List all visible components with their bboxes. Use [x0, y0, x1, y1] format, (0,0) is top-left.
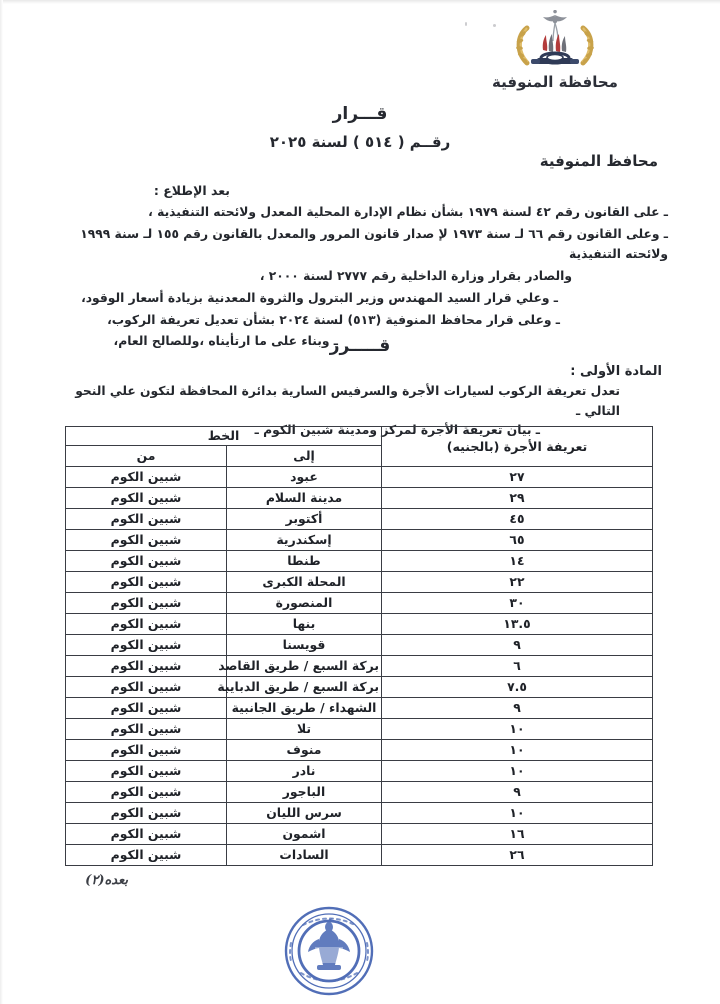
preamble-clause: ـ على القانون رقم ٤٢ لسنة ١٩٧٩ بشأن نظام الإدارة المحلية المعدل ولائحته التنفيذية ، — [148, 205, 668, 219]
table-row — [65, 677, 652, 698]
preamble-clause: والصادر بقرار وزارة الداخلية رقم ٢٧٧٧ لسنة ٢٠٠٠ ، — [259, 268, 572, 283]
cell-fare: ١٣.٥ — [382, 614, 653, 635]
table-row — [65, 656, 652, 677]
article-one-subtitle: ـ بيان تعريفة الأجرة لمركز ومدينة شبين الكوم ـ — [254, 423, 540, 438]
official-stamp-icon — [277, 903, 389, 1003]
table-row — [65, 719, 652, 740]
governor-title: محافظ المنوفية — [539, 152, 658, 170]
cell-fare: ٦٥ — [382, 530, 653, 551]
cell-fare: ١٤ — [382, 551, 653, 572]
cell-fare: ٤٥ — [382, 509, 653, 530]
handwritten-page-note: بعده(٢) — [85, 873, 128, 888]
header-to: إلى — [227, 446, 382, 467]
cell-fare: ١٦ — [382, 824, 653, 845]
table-row — [65, 509, 652, 530]
cell-from: شبين الكوم — [65, 824, 226, 845]
table-row — [65, 551, 652, 572]
table-row — [65, 614, 652, 635]
cell-to: الباجور — [227, 782, 382, 803]
cell-to: بركة السبع / طريق القاصد — [227, 656, 382, 677]
decision-number: رقــم ( ٥١٤ ) لسنة ٢٠٢٥ — [269, 133, 451, 151]
cell-fare: ٢٦ — [382, 845, 653, 866]
page-title: قـــرار — [332, 104, 388, 124]
cell-from: شبين الكوم — [65, 614, 226, 635]
cell-fare: ٩ — [382, 698, 653, 719]
cell-from: شبين الكوم — [65, 845, 226, 866]
cell-to: الشهداء / طريق الجانبية — [227, 698, 382, 719]
fare-tariff-table — [65, 426, 653, 866]
cell-from: شبين الكوم — [65, 488, 226, 509]
cell-from: شبين الكوم — [65, 530, 226, 551]
table-row — [65, 824, 652, 845]
header-from: من — [65, 446, 226, 467]
cell-to: السادات — [227, 845, 382, 866]
emblem-caption: محافظة المنوفية — [492, 73, 618, 91]
cell-fare: ٩ — [382, 782, 653, 803]
cell-to: المنصورة — [227, 593, 382, 614]
fare-table-body — [65, 467, 652, 866]
cell-from: شبين الكوم — [65, 740, 226, 761]
table-row — [65, 740, 652, 761]
cell-to: مدينة السلام — [227, 488, 382, 509]
cell-to: منوف — [227, 740, 382, 761]
cell-to: سرس الليان — [227, 803, 382, 824]
article-one-heading: المادة الأولى : — [570, 364, 662, 379]
cell-fare: ١٠ — [382, 719, 653, 740]
cell-to: المحلة الكبرى — [227, 572, 382, 593]
table-row — [65, 761, 652, 782]
document-header — [450, 10, 660, 91]
cell-to: إسكندرية — [227, 530, 382, 551]
cell-to: قويسنا — [227, 635, 382, 656]
cell-from: شبين الكوم — [65, 593, 226, 614]
cell-to: بنها — [227, 614, 382, 635]
preamble-clause: ـ وعلى القانون رقم ٦٦ لـ سنة ١٩٧٣ لإ صدار قانون المرور والمعدل بالقانون رقم ١٥٥ لـ سنة ١٩٩٩ ولائحته التنفيذية — [80, 226, 668, 261]
table-row — [65, 530, 652, 551]
cell-from: شبين الكوم — [65, 635, 226, 656]
table-row — [65, 488, 652, 509]
preamble-lead: بعد الإطلاع : — [153, 183, 230, 198]
cell-to: طنطا — [227, 551, 382, 572]
cell-fare: ١٠ — [382, 761, 653, 782]
header-fare: تعريفة الأجرة (بالجنيه) — [382, 427, 653, 467]
article-one-body: تعدل تعريفة الركوب لسيارات الأجرة والسرفيس السارية بدائرة المحافظة لتكون علي النحو التالي ـ — [75, 384, 620, 418]
cell-to: عبود — [227, 467, 382, 488]
cell-from: شبين الكوم — [65, 509, 226, 530]
scan-smudge — [493, 24, 496, 27]
cell-fare: ٢٧ — [382, 467, 653, 488]
cell-fare: ٢٩ — [382, 488, 653, 509]
cell-from: شبين الكوم — [65, 572, 226, 593]
table-row — [65, 467, 652, 488]
cell-from: شبين الكوم — [65, 719, 226, 740]
table-row — [65, 635, 652, 656]
preamble-clause: ـ وبناء على ما ارتأيناه ،وللصالح العام، — [113, 334, 338, 349]
cell-from: شبين الكوم — [65, 698, 226, 719]
header-route-group: الخط — [65, 427, 381, 446]
preamble-section — [40, 183, 680, 354]
cell-from: شبين الكوم — [65, 761, 226, 782]
cell-fare: ٣٠ — [382, 593, 653, 614]
cell-from: شبين الكوم — [65, 803, 226, 824]
table-row — [65, 845, 652, 866]
page-top-edge — [0, 0, 720, 4]
menoufia-governorate-emblem-icon — [507, 10, 603, 76]
scan-smudge — [465, 22, 467, 26]
cell-from: شبين الكوم — [65, 782, 226, 803]
preamble-clause: ـ وعلى قرار محافظ المنوفية (٥١٣) لسنة ٢٠٢٤ بشأن تعديل تعريفة الركوب، — [107, 312, 560, 327]
cell-fare: ١٠ — [382, 803, 653, 824]
cell-to: اشمون — [227, 824, 382, 845]
table-row — [65, 572, 652, 593]
cell-fare: ٩ — [382, 635, 653, 656]
table-row — [65, 698, 652, 719]
cell-from: شبين الكوم — [65, 467, 226, 488]
table-header-group-row — [65, 427, 652, 446]
cell-from: شبين الكوم — [65, 656, 226, 677]
cell-to: نادر — [227, 761, 382, 782]
cell-from: شبين الكوم — [65, 551, 226, 572]
cell-to: تلا — [227, 719, 382, 740]
table-row — [65, 593, 652, 614]
cell-fare: ٢٢ — [382, 572, 653, 593]
cell-fare: ١٠ — [382, 740, 653, 761]
cell-from: شبين الكوم — [65, 677, 226, 698]
cell-to: بركة السبع / طريق الدبايبة — [227, 677, 382, 698]
cell-fare: ٧.٥ — [382, 677, 653, 698]
preamble-clause: ـ وعلي قرار السيد المهندس وزير البترول والثروة المعدنية بزيادة أسعار الوقود، — [81, 290, 558, 305]
cell-fare: ٦ — [382, 656, 653, 677]
table-row — [65, 803, 652, 824]
decreed-heading: قـــــرر — [329, 336, 391, 356]
cell-to: أكتوبر — [227, 509, 382, 530]
table-row — [65, 782, 652, 803]
